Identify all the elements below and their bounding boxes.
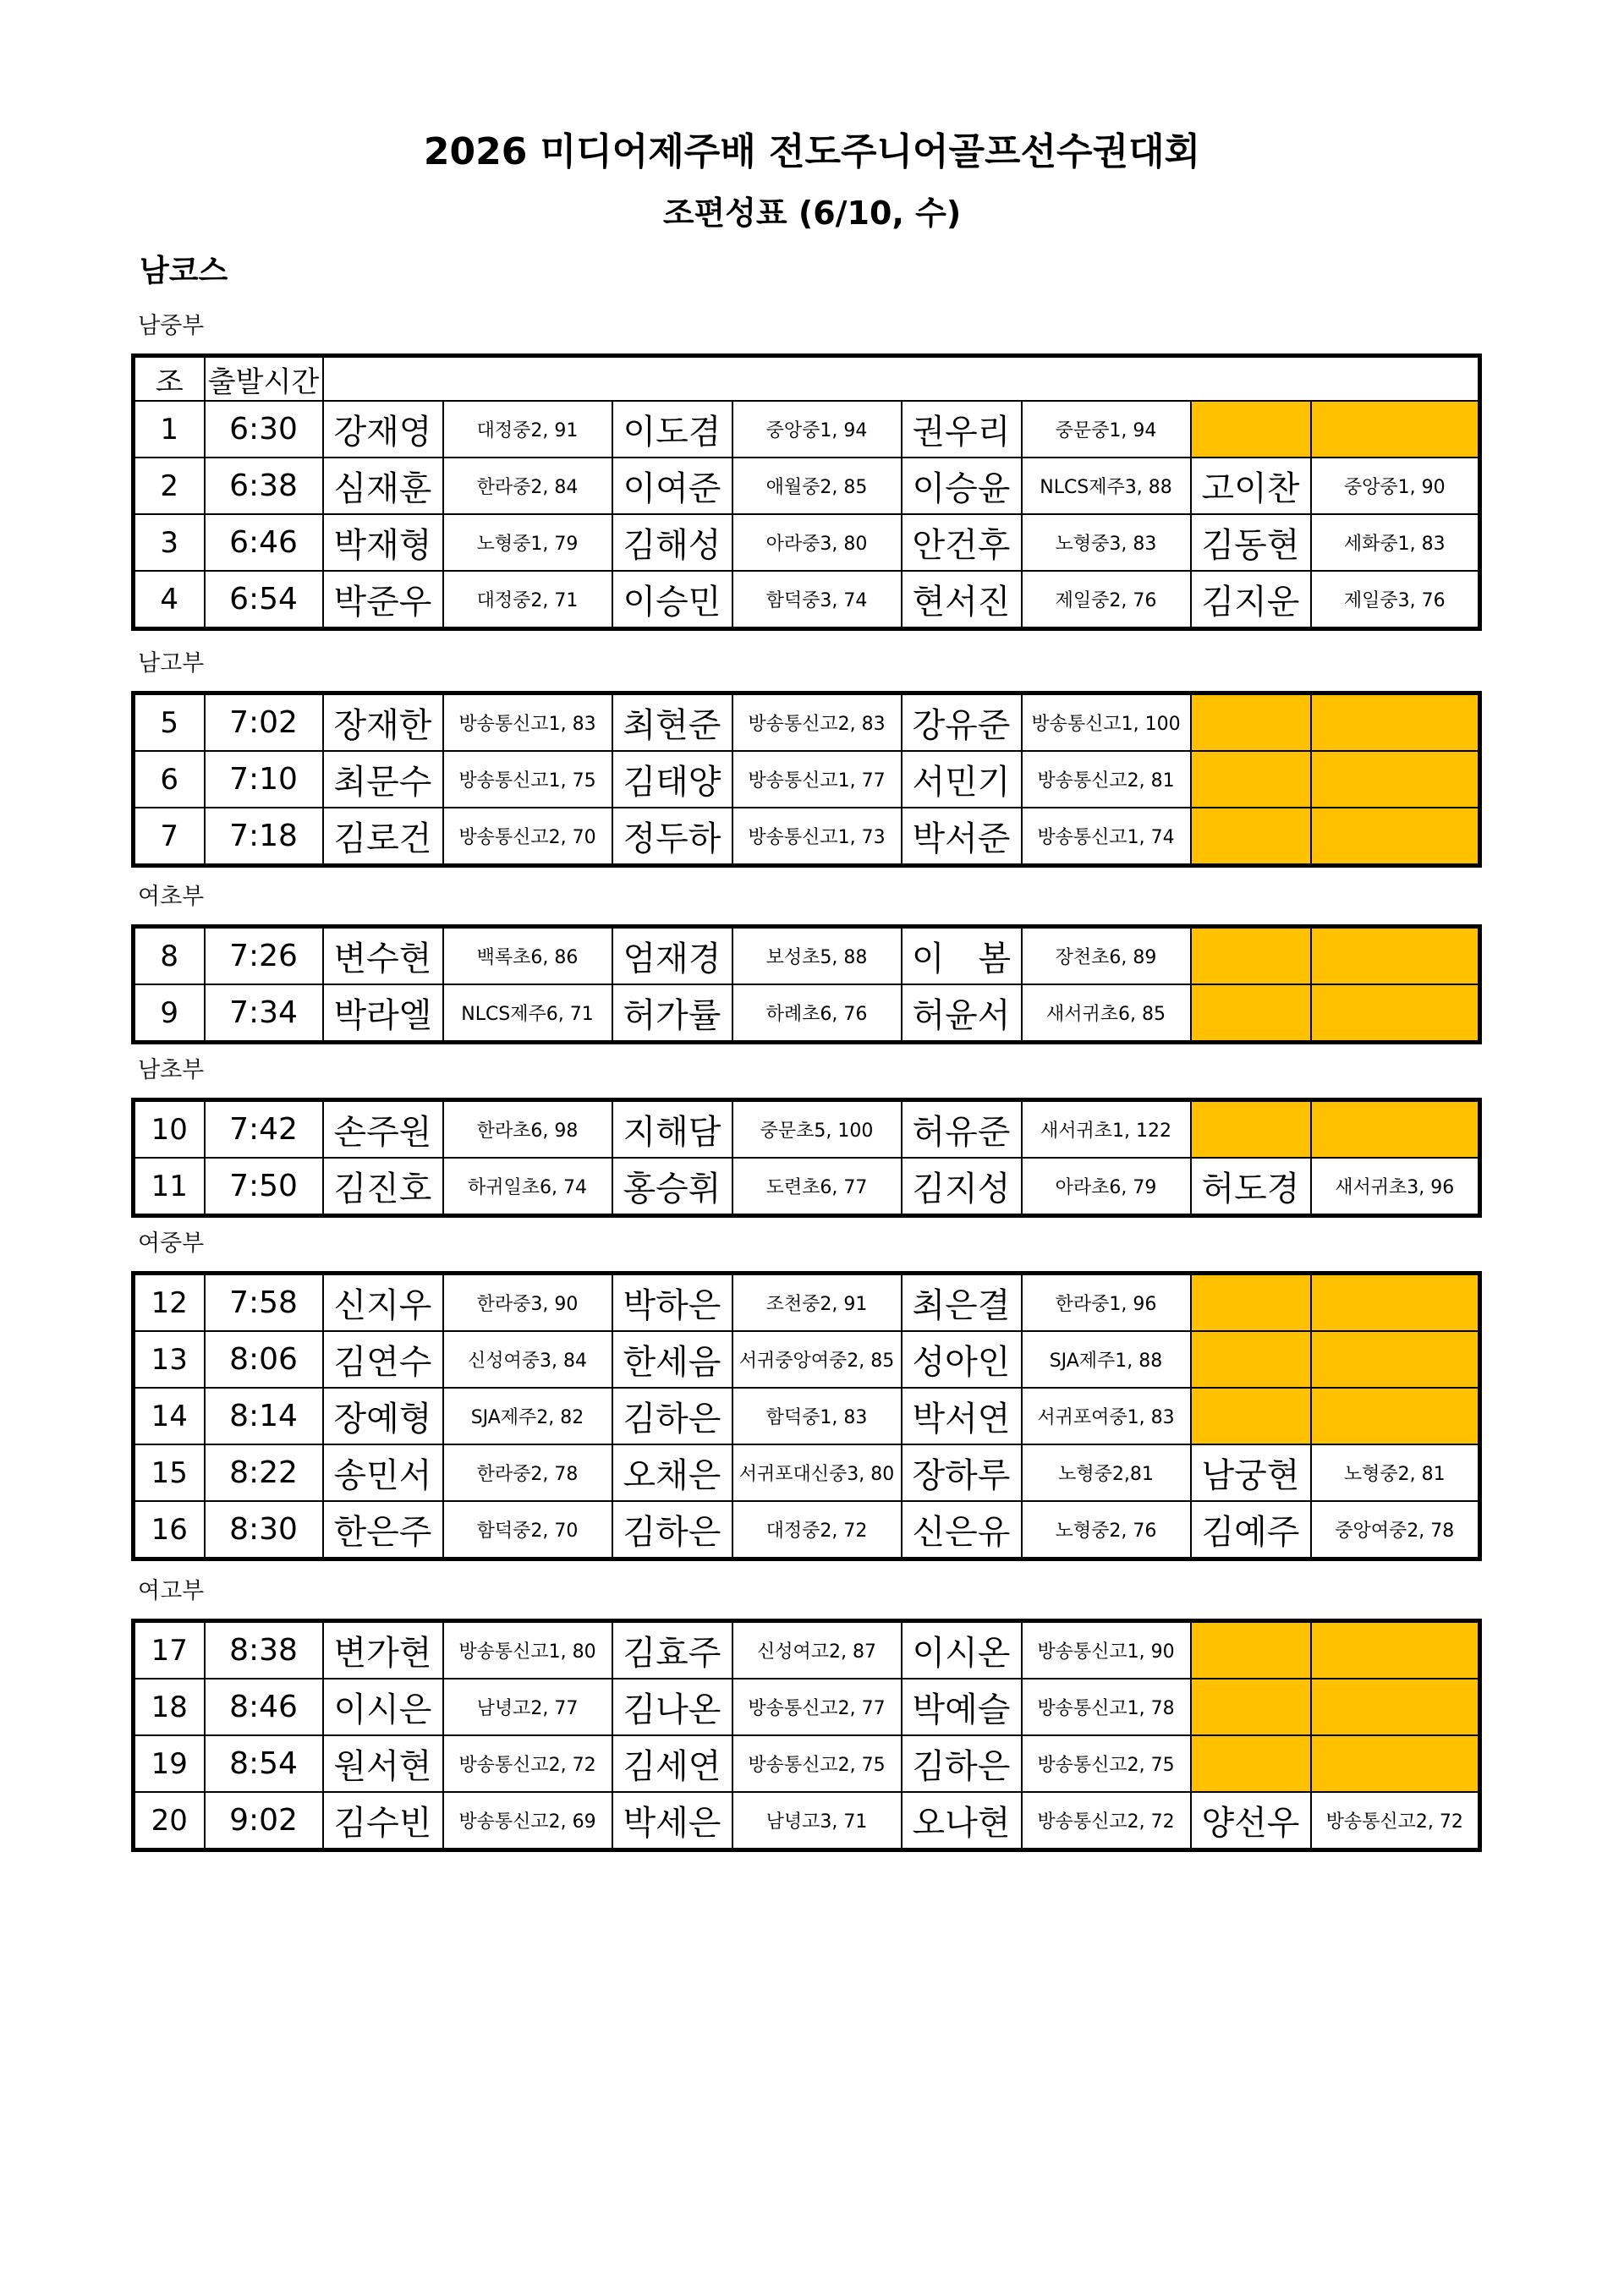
player-name: 허가률 [612,984,732,1043]
player-school-score: 애월중2, 85 [732,458,902,514]
group-number: 14 [134,1388,205,1444]
group-number: 2 [134,458,205,514]
empty-slot [1311,1679,1480,1735]
player-school-score: NLCS제주6, 71 [443,984,612,1043]
player-name: 박서준 [902,808,1022,866]
empty-slot [1191,808,1311,866]
player-name: 오채은 [612,1444,732,1501]
schedule-table [131,1271,1482,1561]
player-school-score: 방송통신고1, 83 [443,693,612,752]
player-name: 서민기 [902,751,1022,808]
player-name: 박예슬 [902,1679,1022,1735]
player-name: 심재훈 [323,458,443,514]
player-name: 김하은 [612,1388,732,1444]
player-name: 최현준 [612,693,732,752]
group-number: 12 [134,1274,205,1332]
division-label: 여중부 [138,1230,205,1257]
player-name: 이시온 [902,1621,1022,1680]
empty-slot [1191,751,1311,808]
header-start-time: 출발시간 [205,356,323,402]
empty-slot [1311,1274,1480,1332]
empty-slot [1311,984,1480,1043]
player-name: 김지운 [1191,571,1311,629]
table-row [134,401,1480,458]
player-name: 김진호 [323,1158,443,1216]
player-school-score: 제일중3, 76 [1311,571,1480,629]
player-name: 안건후 [902,514,1022,571]
start-time: 6:38 [205,458,323,514]
player-name: 정두하 [612,808,732,866]
empty-slot [1311,1621,1480,1680]
player-name: 한은주 [323,1501,443,1559]
player-school-score: 대정중2, 71 [443,571,612,629]
table-row [134,514,1480,571]
table-row [134,693,1480,752]
player-name: 변수현 [323,927,443,985]
start-time: 7:18 [205,808,323,866]
player-school-score: 방송통신고1, 78 [1022,1679,1191,1735]
player-school-score: 함덕중1, 83 [732,1388,902,1444]
schedule-table [131,1098,1482,1218]
player-name: 김예주 [1191,1501,1311,1559]
player-name: 이승윤 [902,458,1022,514]
start-time: 8:22 [205,1444,323,1501]
table-header-row [134,356,1480,402]
table-row [134,1792,1480,1850]
table-row [134,1388,1480,1444]
group-number: 13 [134,1331,205,1388]
player-school-score: 방송통신고1, 90 [1022,1621,1191,1680]
player-name: 손주원 [323,1100,443,1159]
player-school-score: 아라초6, 79 [1022,1158,1191,1216]
player-name: 엄재경 [612,927,732,985]
player-school-score: 한라중1, 96 [1022,1274,1191,1332]
player-name: 김하은 [902,1735,1022,1792]
group-number: 15 [134,1444,205,1501]
player-name: 박라엘 [323,984,443,1043]
table-row [134,808,1480,866]
start-time: 8:30 [205,1501,323,1559]
schedule-table [131,924,1482,1044]
player-name: 김동현 [1191,514,1311,571]
player-name: 김로건 [323,808,443,866]
player-name: 장예형 [323,1388,443,1444]
player-name: 김하은 [612,1501,732,1559]
player-school-score: 노형중2,81 [1022,1444,1191,1501]
player-school-score: 새서귀초3, 96 [1311,1158,1480,1216]
header-group: 조 [134,356,205,402]
group-number: 11 [134,1158,205,1216]
table-row [134,1621,1480,1680]
player-school-score: 노형중2, 81 [1311,1444,1480,1501]
player-school-score: 서귀중앙여중2, 85 [732,1331,902,1388]
player-name: 강유준 [902,693,1022,752]
table-row [134,1274,1480,1332]
empty-slot [1191,984,1311,1043]
schedule-table [131,353,1482,631]
player-school-score: 노형중3, 83 [1022,514,1191,571]
player-name: 장재한 [323,693,443,752]
table-row [134,1331,1480,1388]
player-name: 성아인 [902,1331,1022,1388]
group-number: 10 [134,1100,205,1159]
group-number: 4 [134,571,205,629]
player-school-score: 새서귀초1, 122 [1022,1100,1191,1159]
player-school-score: 방송통신고2, 83 [732,693,902,752]
start-time: 8:38 [205,1621,323,1680]
group-number: 1 [134,401,205,458]
start-time: 7:34 [205,984,323,1043]
division-label: 남초부 [138,1057,205,1083]
player-name: 변가현 [323,1621,443,1680]
start-time: 8:54 [205,1735,323,1792]
player-name: 한세음 [612,1331,732,1388]
player-school-score: 아라중3, 80 [732,514,902,571]
player-school-score: 중문중1, 94 [1022,401,1191,458]
player-name: 이도겸 [612,401,732,458]
player-school-score: 한라중2, 84 [443,458,612,514]
table-row [134,1679,1480,1735]
player-school-score: 방송통신고1, 80 [443,1621,612,1680]
player-name: 지해담 [612,1100,732,1159]
player-school-score: 방송통신고1, 75 [443,751,612,808]
table-row [134,1100,1480,1159]
player-name: 고이찬 [1191,458,1311,514]
player-name: 원서현 [323,1735,443,1792]
start-time: 7:26 [205,927,323,985]
player-school-score: SJA제주2, 82 [443,1388,612,1444]
player-school-score: 방송통신고2, 69 [443,1792,612,1850]
player-school-score: 서귀포대신중3, 80 [732,1444,902,1501]
group-number: 7 [134,808,205,866]
player-school-score: 조천중2, 91 [732,1274,902,1332]
player-school-score: 도련초6, 77 [732,1158,902,1216]
group-number: 6 [134,751,205,808]
player-school-score: 제일중2, 76 [1022,571,1191,629]
player-name: 신지우 [323,1274,443,1332]
player-school-score: 신성여고2, 87 [732,1621,902,1680]
player-school-score: 중앙중1, 90 [1311,458,1480,514]
division-label: 여초부 [138,884,205,910]
group-number: 18 [134,1679,205,1735]
header-players-blank [323,356,1480,402]
table-row [134,1158,1480,1216]
player-name: 김나온 [612,1679,732,1735]
player-school-score: 방송통신고2, 72 [443,1735,612,1792]
player-school-score: 하귀일초6, 74 [443,1158,612,1216]
empty-slot [1311,1388,1480,1444]
empty-slot [1191,927,1311,985]
player-name: 최문수 [323,751,443,808]
start-time: 7:02 [205,693,323,752]
player-name: 이승민 [612,571,732,629]
player-school-score: 한라중2, 78 [443,1444,612,1501]
player-school-score: 중앙여중2, 78 [1311,1501,1480,1559]
player-name: 김수빈 [323,1792,443,1850]
player-name: 장하루 [902,1444,1022,1501]
schedule-table [131,691,1482,868]
player-name: 김세연 [612,1735,732,1792]
course-label: 남코스 [140,254,228,288]
empty-slot [1191,401,1311,458]
start-time: 7:10 [205,751,323,808]
player-school-score: 방송통신고1, 77 [732,751,902,808]
player-name: 송민서 [323,1444,443,1501]
player-name: 허윤서 [902,984,1022,1043]
empty-slot [1191,1100,1311,1159]
start-time: 7:58 [205,1274,323,1332]
empty-slot [1311,1100,1480,1159]
table-row [134,1501,1480,1559]
player-school-score: 중문초5, 100 [732,1100,902,1159]
group-number: 16 [134,1501,205,1559]
start-time: 8:14 [205,1388,323,1444]
empty-slot [1311,751,1480,808]
division-label: 남중부 [138,313,205,339]
start-time: 9:02 [205,1792,323,1850]
player-name: 허유준 [902,1100,1022,1159]
player-name: 박재형 [323,514,443,571]
player-school-score: 장천초6, 89 [1022,927,1191,985]
player-school-score: 보성초5, 88 [732,927,902,985]
start-time: 6:54 [205,571,323,629]
player-name: 오나현 [902,1792,1022,1850]
empty-slot [1191,1388,1311,1444]
player-name: 김지성 [902,1158,1022,1216]
player-name: 최은결 [902,1274,1022,1332]
empty-slot [1311,401,1480,458]
player-school-score: 남녕고3, 71 [732,1792,902,1850]
empty-slot [1191,1274,1311,1332]
player-school-score: NLCS제주3, 88 [1022,458,1191,514]
table-row [134,1735,1480,1792]
schedule-table [131,1619,1482,1852]
empty-slot [1191,693,1311,752]
player-name: 김연수 [323,1331,443,1388]
table-row [134,571,1480,629]
group-number: 9 [134,984,205,1043]
player-school-score: 방송통신고2, 72 [1311,1792,1480,1850]
player-name: 허도경 [1191,1158,1311,1216]
player-school-score: 서귀포여중1, 83 [1022,1388,1191,1444]
player-school-score: 방송통신고2, 75 [732,1735,902,1792]
player-school-score: 방송통신고2, 70 [443,808,612,866]
player-school-score: 대정중2, 72 [732,1501,902,1559]
player-school-score: 노형중2, 76 [1022,1501,1191,1559]
table-row [134,1444,1480,1501]
player-school-score: 백록초6, 86 [443,927,612,985]
player-school-score: 하례초6, 76 [732,984,902,1043]
player-name: 권우리 [902,401,1022,458]
empty-slot [1191,1331,1311,1388]
player-school-score: 세화중1, 83 [1311,514,1480,571]
player-school-score: 한라중3, 90 [443,1274,612,1332]
player-school-score: 방송통신고1, 74 [1022,808,1191,866]
start-time: 6:30 [205,401,323,458]
start-time: 8:06 [205,1331,323,1388]
table-row [134,458,1480,514]
player-school-score: 신성여중3, 84 [443,1331,612,1388]
empty-slot [1191,1679,1311,1735]
division-label: 여고부 [138,1578,205,1604]
player-name: 남궁현 [1191,1444,1311,1501]
player-school-score: 중앙중1, 94 [732,401,902,458]
player-name: 김해성 [612,514,732,571]
division-label: 남고부 [138,650,205,677]
player-name: 김태양 [612,751,732,808]
player-name: 현서진 [902,571,1022,629]
player-school-score: 남녕고2, 77 [443,1679,612,1735]
empty-slot [1311,1331,1480,1388]
table-row [134,927,1480,985]
player-school-score: SJA제주1, 88 [1022,1331,1191,1388]
player-name: 이 봄 [902,927,1022,985]
empty-slot [1311,1735,1480,1792]
player-school-score: 함덕중3, 74 [732,571,902,629]
player-school-score: 대정중2, 91 [443,401,612,458]
player-school-score: 방송통신고2, 75 [1022,1735,1191,1792]
start-time: 8:46 [205,1679,323,1735]
player-school-score: 함덕중2, 70 [443,1501,612,1559]
empty-slot [1191,1621,1311,1680]
empty-slot [1311,927,1480,985]
player-school-score: 노형중1, 79 [443,514,612,571]
start-time: 7:50 [205,1158,323,1216]
group-number: 17 [134,1621,205,1680]
player-name: 박서연 [902,1388,1022,1444]
document-subtitle: 조편성표 (6/10, 수) [662,195,962,232]
player-school-score: 한라초6, 98 [443,1100,612,1159]
player-school-score: 방송통신고2, 72 [1022,1792,1191,1850]
start-time: 7:42 [205,1100,323,1159]
player-name: 신은유 [902,1501,1022,1559]
player-name: 이시은 [323,1679,443,1735]
start-time: 6:46 [205,514,323,571]
player-name: 김효주 [612,1621,732,1680]
player-name: 강재영 [323,401,443,458]
player-school-score: 새서귀초6, 85 [1022,984,1191,1043]
player-school-score: 방송통신고2, 77 [732,1679,902,1735]
player-school-score: 방송통신고2, 81 [1022,751,1191,808]
group-number: 20 [134,1792,205,1850]
player-name: 박하은 [612,1274,732,1332]
player-name: 홍승휘 [612,1158,732,1216]
empty-slot [1191,1735,1311,1792]
player-name: 양선우 [1191,1792,1311,1850]
player-school-score: 방송통신고1, 73 [732,808,902,866]
group-number: 19 [134,1735,205,1792]
table-row [134,984,1480,1043]
player-name: 박준우 [323,571,443,629]
group-number: 8 [134,927,205,985]
group-number: 5 [134,693,205,752]
empty-slot [1311,693,1480,752]
document-title: 2026 미디어제주배 전도주니어골프선수권대회 [423,130,1201,173]
player-name: 이여준 [612,458,732,514]
table-row [134,751,1480,808]
player-name: 박세은 [612,1792,732,1850]
player-school-score: 방송통신고1, 100 [1022,693,1191,752]
group-number: 3 [134,514,205,571]
empty-slot [1311,808,1480,866]
